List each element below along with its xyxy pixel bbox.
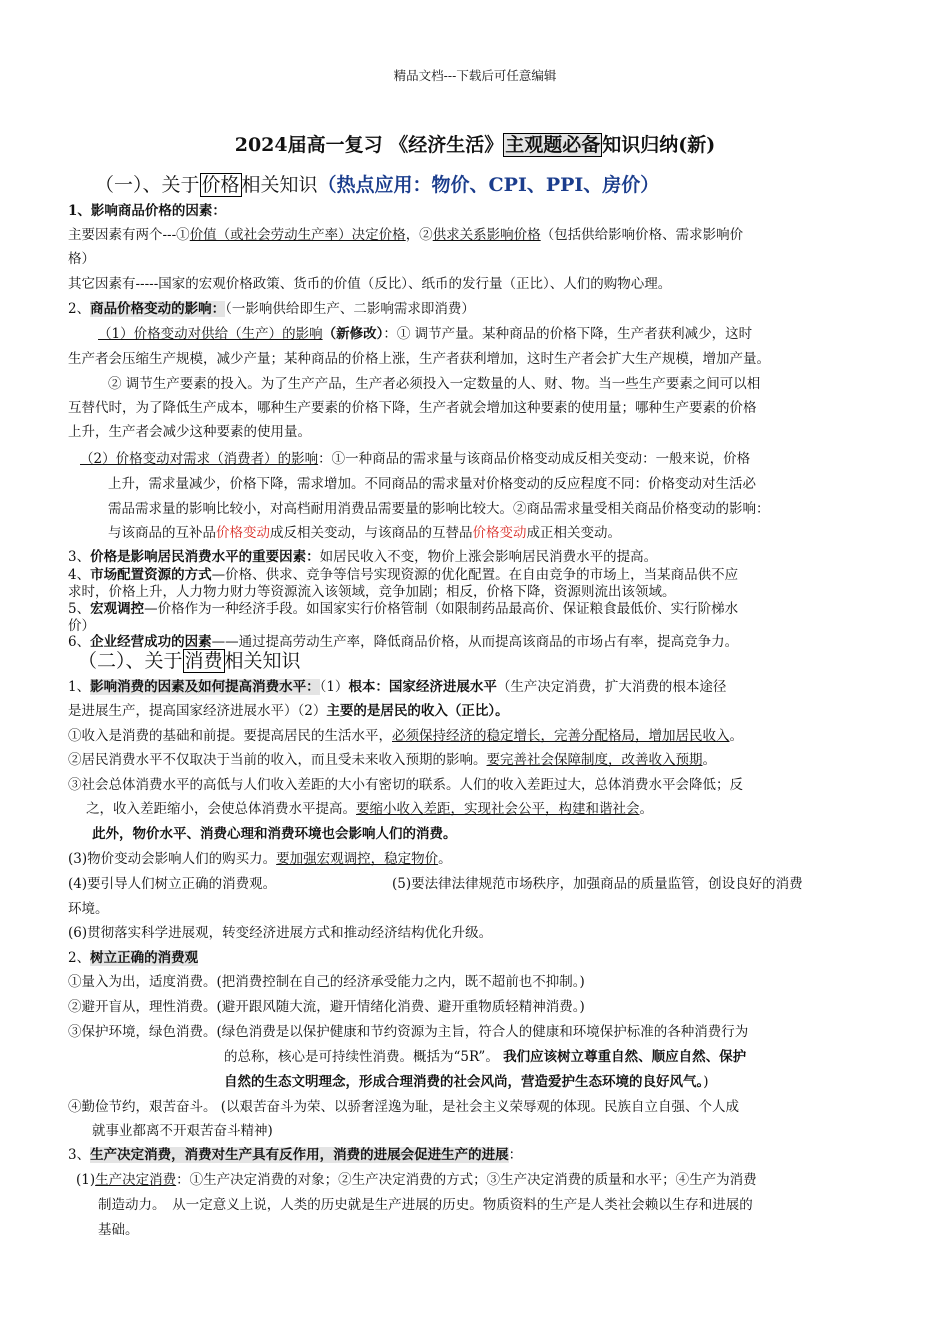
t: ：①一种商品的需求量与该商品价格变动成反相关变动：一般来说，价格 bbox=[318, 451, 751, 467]
t: 我们应该树立尊重自然、顺应自然、保护 bbox=[503, 1049, 747, 1065]
price-change-heading bbox=[68, 297, 475, 317]
section-consumption-heading bbox=[78, 646, 301, 673]
t: 商品价格变动的影响： bbox=[90, 301, 226, 317]
t: 3、 bbox=[68, 549, 91, 565]
t: 生产决定消费 bbox=[95, 1172, 177, 1188]
t: 成正相关变动。 bbox=[526, 525, 621, 541]
t: 。 bbox=[438, 851, 452, 867]
t: 。 bbox=[729, 728, 743, 744]
paragraph-line: (6)贯彻落实科学进展观，转变经济进展方式和推动经济结构优化升级。 bbox=[68, 925, 493, 941]
title-prefix: 2024届高一复习 bbox=[234, 134, 390, 156]
t: 企业经营成功的因素 bbox=[90, 634, 212, 650]
paragraph-line: 基础。 bbox=[98, 1222, 139, 1238]
t: (1) bbox=[76, 1172, 96, 1188]
paragraph-line: (4)要引导人们树立正确的消费观。 bbox=[68, 876, 277, 892]
price-factors-line: 其它因素有-----国家的宏观价格政策、货币的价值（反比）、纸币的发行量（正比）、人们的购物心理。 bbox=[68, 276, 672, 292]
price-factors-line bbox=[68, 223, 743, 243]
paragraph-line: ② 调节生产要素的投入。为了生产产品，生产者必须投入一定数量的人、财、物。当一些生产要素之间可以相 bbox=[108, 376, 761, 392]
t: ：①生产决定消费的对象；②生产决定消费的方式；③生产决定消费的质量和水平；④生产为消费 bbox=[176, 1172, 757, 1188]
paragraph-line: 上升，需求量减少，价格下降，需求增加。不同商品的需求量对价格变动的反应程度不同：价格变动对生活必 bbox=[108, 476, 756, 492]
paragraph-line bbox=[224, 1045, 746, 1065]
paragraph-line bbox=[68, 675, 726, 695]
t: 消费 bbox=[184, 650, 223, 672]
t: —价格作为一种经济手段。如国家实行价格管制（如限制药品最高价、保证粮食最低价、实行阶梯水 bbox=[144, 601, 739, 617]
paragraph-line: 互替代时，为了降低生产成本，哪种生产要素的价格下降，生产者就会增加这种要素的使用量；哪种生产要素的价格 bbox=[68, 400, 757, 416]
t: ，② bbox=[405, 227, 433, 243]
t: 2、 bbox=[68, 301, 91, 317]
t: 成反相关变动，与该商品的互替品 bbox=[270, 525, 473, 541]
paragraph-line bbox=[76, 1168, 757, 1188]
paragraph-line bbox=[224, 1070, 709, 1090]
t: （二）、关于 bbox=[78, 650, 183, 672]
t: 是进展生产，提高国家经济进展水平）（2） bbox=[68, 703, 327, 719]
paragraph-line: ④勤俭节约，艰苦奋斗。 (以艰苦奋斗为荣、以骄奢淫逸为耻，是社会主义荣辱观的体现。民族自立自强、个人成 bbox=[68, 1099, 740, 1115]
document-title bbox=[0, 130, 950, 157]
paragraph-line: 就事业都离不开艰苦奋斗精神) bbox=[92, 1123, 273, 1139]
t: （一影响供给即生产、二影响需求即消费） bbox=[225, 301, 475, 317]
t: （包括供给影响价格、需求影响价 bbox=[540, 227, 744, 243]
title-suffix: 知识归纳(新) bbox=[602, 134, 716, 156]
t: （2）价格变动对需求（消费者）的影响 bbox=[80, 451, 319, 467]
t: 生产决定消费，消费对生产具有反作用，消费的进展会促进生产的进展 bbox=[90, 1147, 509, 1163]
t: （新修改） bbox=[322, 326, 384, 342]
t: 。 bbox=[702, 752, 716, 768]
paragraph-line bbox=[80, 447, 750, 467]
t: 影响消费的因素及如何提高消费水平： bbox=[90, 679, 320, 695]
title-boxed: 主观题必备 bbox=[505, 134, 601, 156]
price-factors-line: 格） bbox=[68, 251, 95, 267]
t: （生产决定消费，扩大消费的根本途径 bbox=[496, 679, 727, 695]
paragraph-line bbox=[68, 847, 452, 867]
t: ②居民消费水平不仅取决于当前的收入，而且受未来收入预期的影响。 bbox=[68, 752, 487, 768]
t: 要加强宏观调控，稳定物价 bbox=[276, 851, 439, 867]
t: 3、 bbox=[68, 1147, 91, 1163]
section-hot: （热点应用：物价、CPI、PPI、房价） bbox=[317, 174, 660, 196]
paragraph-line bbox=[68, 597, 738, 617]
section-prefix: （一）、关于 bbox=[95, 174, 200, 196]
t: 4、 bbox=[68, 567, 91, 583]
t: （1）价格变动对供给（生产）的影响 bbox=[98, 326, 323, 342]
t: 供求关系影响价格 bbox=[432, 227, 541, 243]
t: 主要的是居民的收入（正比）。 bbox=[326, 703, 509, 719]
t: ： bbox=[508, 1147, 523, 1163]
paragraph-line bbox=[68, 1143, 522, 1163]
t: ①收入是消费的基础和前提。要提高居民的生活水平， bbox=[68, 728, 392, 744]
t: 6、 bbox=[68, 634, 91, 650]
paragraph-line: 生产者会压缩生产规模，减少产量；某种商品的价格上涨，生产者获利增加，这时生产者会扩大生产规模，增加产量。 bbox=[68, 351, 770, 367]
section-mid: 相关知识 bbox=[241, 174, 318, 196]
t: ——通过提高劳动生产率，降低商品价格，从而提高该商品的市场占有率，提高竞争力。 bbox=[211, 634, 739, 650]
t: 要缩小收入差距，实现社会公平，构建和谐社会 bbox=[356, 801, 640, 817]
t: 与该商品的互补品 bbox=[108, 525, 216, 541]
paragraph-line bbox=[68, 748, 716, 768]
paragraph-line bbox=[86, 797, 653, 817]
t: 2、 bbox=[68, 950, 91, 966]
page-header: 精品文档---下载后可任意编辑 bbox=[393, 68, 557, 83]
paragraph-line bbox=[68, 946, 198, 966]
t: 。 bbox=[639, 801, 653, 817]
paragraph-line: 制造动力。 从一定意义上说，人类的历史就是生产进展的历史。物质资料的生产是人类社会赖以生存和进展的 bbox=[98, 1197, 753, 1213]
t: 价格变动 bbox=[216, 525, 270, 541]
paragraph-line: 需品需求量的影响比较小，对高档耐用消费品需要量的影响比较大。②商品需求量受相关商品价格变动的影响： bbox=[108, 501, 770, 517]
t: 树立正确的消费观 bbox=[90, 950, 199, 966]
t: 要完善社会保障制度，改善收入预期 bbox=[486, 752, 703, 768]
paragraph-line: 价） bbox=[68, 618, 95, 634]
paragraph-line: ①量入为出，适度消费。(把消费控制在自己的经济承受能力之内，既不超前也不抑制。) bbox=[68, 974, 585, 990]
t: 宏观调控 bbox=[90, 601, 145, 617]
t: 主要因素有两个---① bbox=[68, 227, 190, 243]
t: 价值（或社会劳动生产率）决定价格 bbox=[189, 227, 406, 243]
paragraph-line bbox=[68, 724, 743, 744]
paragraph-line bbox=[98, 322, 752, 342]
paragraph-line bbox=[68, 545, 657, 565]
t: 必须保持经济的稳定增长，完善分配格局，增加居民收入 bbox=[392, 728, 730, 744]
paragraph-line bbox=[108, 521, 621, 541]
t: 之，收入差距缩小，会使总体消费水平提高。 bbox=[86, 801, 356, 817]
t: （1） bbox=[319, 679, 349, 695]
paragraph-line: ③保护环境，绿色消费。(绿色消费是以保护健康和节约资源为主旨，符合人的健康和环境保护标准的各种消费行为 bbox=[68, 1024, 749, 1040]
t: —价格、供求、竞争等信号实现资源的优化配置。在自由竞争的市场上，当某商品供不应 bbox=[211, 567, 739, 583]
paragraph-line bbox=[68, 699, 509, 719]
t: ) bbox=[703, 1074, 709, 1090]
paragraph-line: 求时，价格上升，人力物力财力等资源流入该领域，竞争加剧；相反，价格下降，资源则流出该领域。 bbox=[68, 584, 676, 600]
section-price-heading bbox=[95, 170, 659, 197]
t: 1、 bbox=[68, 679, 91, 695]
paragraph-line: 此外，物价水平、消费心理和消费环境也会影响人们的消费。 bbox=[92, 826, 457, 842]
paragraph-line: 环境。 bbox=[68, 901, 109, 917]
paragraph-line: ③社会总体消费水平的高低与人们收入差距的大小有密切的联系。人们的收入差距过大，总体消费水平会降低；反 bbox=[68, 777, 743, 793]
paragraph-line: 上升，生产者会减少这种要素的使用量。 bbox=[68, 424, 311, 440]
t: 相关知识 bbox=[224, 650, 301, 672]
t: (3)物价变动会影响人们的购买力。 bbox=[68, 851, 277, 867]
t: 的总称，核心是可持续性消费。概括为“5R”。 bbox=[224, 1049, 504, 1065]
section-boxed: 价格 bbox=[201, 174, 240, 196]
t: 价格是影响居民消费水平的重要因素： bbox=[90, 549, 320, 565]
t: 价格变动 bbox=[472, 525, 527, 541]
title-book: 《经济生活》 bbox=[389, 134, 504, 156]
price-factors-title: 1、影响商品价格的因素： bbox=[68, 203, 226, 219]
t: 市场配置资源的方式 bbox=[90, 567, 212, 583]
paragraph-line: ②避开盲从，理性消费。(避开跟风随大流，避开情绪化消费、避开重物质轻精神消费。) bbox=[68, 999, 585, 1015]
t: 如居民收入不变，物价上涨会影响居民消费水平的提高。 bbox=[319, 549, 658, 565]
paragraph-line: (5)要法律法律规范市场秩序，加强商品的质量监管，创设良好的消费 bbox=[392, 876, 803, 892]
t: 5、 bbox=[68, 601, 91, 617]
t: 根本：国家经济进展水平 bbox=[348, 679, 497, 695]
t: 自然的生态文明理念，形成合理消费的社会风尚，营造爱护生态环境的良好风气。 bbox=[224, 1074, 704, 1090]
t: ：① 调节产量。某种商品的价格下降，生产者获利减少，这时 bbox=[383, 326, 753, 342]
